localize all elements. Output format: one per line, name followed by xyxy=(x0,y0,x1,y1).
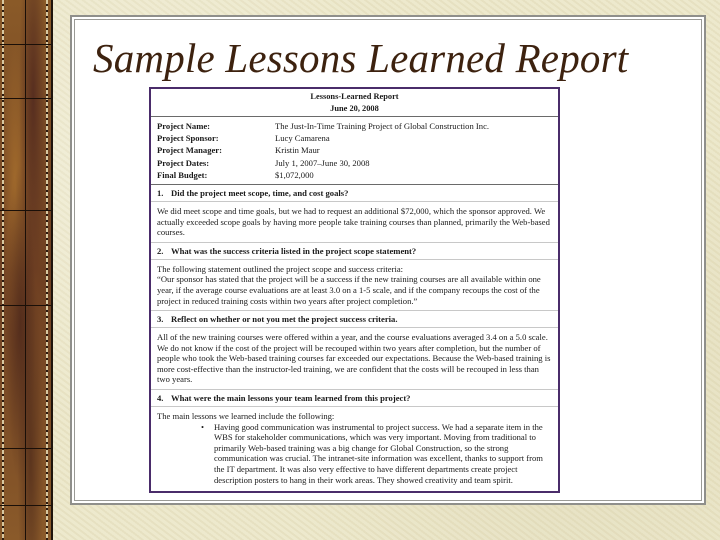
strip-horizontal-line xyxy=(0,44,51,45)
list-item xyxy=(201,422,552,486)
report-title: Lessons-Learned Report xyxy=(310,92,399,101)
answer-intro: The following statement outlined the project scope and success criteria: xyxy=(157,263,404,274)
section-body-3 xyxy=(151,328,558,389)
section-body-4 xyxy=(151,407,558,489)
section-question-3 xyxy=(151,311,558,327)
answer-text: “Our sponsor has stated that the project will be a success if the new training courses are all available within one year, if the average course evaluations are at least 3.0 on a 1-5 scale, and if the company recoups the cost of the project in reduced training costs within two years after project completion.” xyxy=(157,274,541,306)
project-info-table xyxy=(151,117,558,184)
lessons-list xyxy=(157,422,552,486)
decorative-left-strip xyxy=(0,0,53,540)
info-value: $1,072,000 xyxy=(275,169,314,180)
question-text: Did the project meet scope, time, and cost goals? xyxy=(171,187,349,198)
strip-horizontal-line xyxy=(0,210,51,211)
info-row-final-budget xyxy=(157,169,552,181)
question-number: 3. xyxy=(157,314,164,325)
info-value: July 1, 2007–June 30, 2008 xyxy=(275,157,370,168)
info-label: Final Budget: xyxy=(157,169,208,180)
report-date: June 20, 2008 xyxy=(330,104,379,113)
section-question-4 xyxy=(151,390,558,406)
strip-horizontal-line xyxy=(0,505,51,506)
strip-edge-right xyxy=(46,0,48,540)
report-header xyxy=(151,89,558,116)
lessons-learned-report xyxy=(149,87,560,493)
answer-intro: The main lessons we learned include the following: xyxy=(157,411,335,422)
question-number: 4. xyxy=(157,393,164,404)
question-number: 1. xyxy=(157,187,164,198)
section-question-2 xyxy=(151,243,558,259)
question-text: What were the main lessons your team learned from this project? xyxy=(171,393,411,404)
info-row-project-manager xyxy=(157,144,552,156)
section-question-1 xyxy=(151,185,558,201)
strip-horizontal-line xyxy=(0,305,51,306)
info-value: Lucy Camarena xyxy=(275,133,330,144)
section-body-1 xyxy=(151,202,558,242)
list-item-text: Having good communication was instrumental to project success. We had a separate item in the WBS for stakeholder communications, which was very important. Moving from traditional to primarily Web-based training was a big change for Global Construction, so the strong communication was crucial. The intranet-site information was excellent, thanks to support from the IT department. It was also very effective to have different departments create project description posters to hang in their work areas. They showed creativity and team spirit. xyxy=(214,421,543,485)
info-row-project-name xyxy=(157,120,552,132)
strip-horizontal-line xyxy=(0,448,51,449)
answer-text: All of the new training courses were offered within a year, and the course evaluations averaged 3.4 on a 5.0 scale. We do not know if the cost of the project will be recouped within two years after completion, but the number of people who took the Web-based training courses far exceeded our expectations. Because the Web-based training is more cost-effective than the instructor-led training, we are confident that the costs will be recouped in less than two years. xyxy=(157,332,551,385)
question-number: 2. xyxy=(157,245,164,256)
info-label: Project Manager: xyxy=(157,145,222,156)
strip-edge-left xyxy=(2,0,4,540)
strip-vertical-line xyxy=(25,0,26,540)
slide-panel xyxy=(70,15,706,505)
question-text: Reflect on whether or not you met the project success criteria. xyxy=(171,314,398,325)
section-body-2 xyxy=(151,260,558,310)
info-row-project-sponsor xyxy=(157,132,552,144)
question-text: What was the success criteria listed in the project scope statement? xyxy=(171,245,417,256)
info-value: Kristin Maur xyxy=(275,145,320,156)
strip-horizontal-line xyxy=(0,98,51,99)
info-row-project-dates xyxy=(157,157,552,169)
info-label: Project Name: xyxy=(157,121,211,131)
slide-title: Sample Lessons Learned Report xyxy=(93,35,629,81)
bullet-icon: • xyxy=(201,421,205,432)
answer-text: We did meet scope and time goals, but we had to request an additional $72,000, which the sponsor approved. We actually exceeded scope goals by having more people take training courses than planned, primarily the Web-based courses. xyxy=(157,205,550,238)
info-value: The Just-In-Time Training Project of Global Construction Inc. xyxy=(275,121,490,131)
info-label: Project Dates: xyxy=(157,157,210,168)
info-label: Project Sponsor: xyxy=(157,133,219,144)
